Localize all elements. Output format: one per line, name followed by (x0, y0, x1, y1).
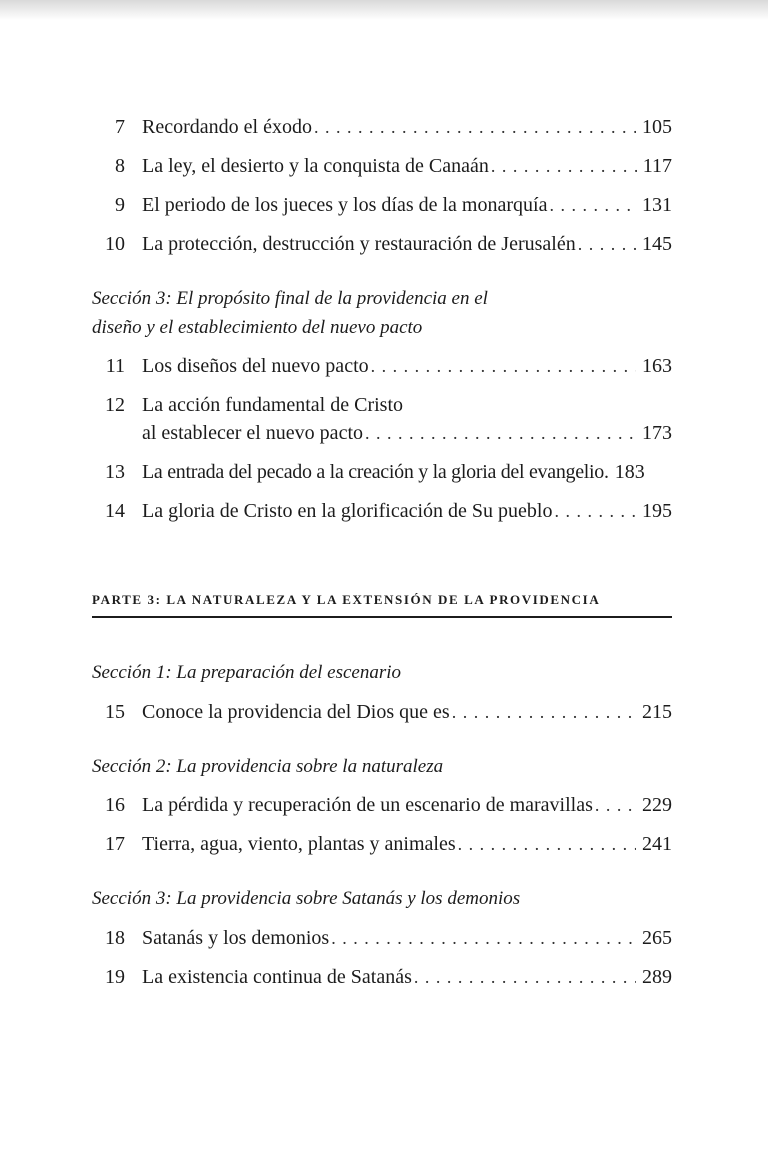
toc-entry[interactable] (92, 113, 672, 141)
toc-entry[interactable] (92, 352, 672, 380)
section-heading (92, 284, 672, 342)
chapter-number: 13 (105, 461, 125, 483)
chapter-number: 16 (105, 794, 125, 816)
toc-entry[interactable] (92, 963, 672, 991)
dot-leader (365, 419, 636, 447)
page-number: 173 (642, 422, 672, 444)
toc-entry[interactable] (92, 152, 672, 180)
toc-entry[interactable] (92, 230, 672, 258)
dot-leader (554, 497, 636, 525)
chapter-number: 9 (115, 194, 125, 216)
toc-entry[interactable] (92, 391, 672, 447)
dot-leader (331, 924, 636, 952)
chapter-title: La gloria de Cristo en la glorificación de Su pueblo (142, 500, 553, 522)
chapter-title: El periodo de los jueces y los días de la monarquía (142, 194, 548, 216)
chapter-number: 19 (105, 966, 125, 988)
chapter-number: 8 (115, 155, 125, 177)
page-number: 105 (642, 116, 672, 138)
dot-leader (578, 230, 636, 258)
page-number: 145 (642, 233, 672, 255)
part-heading: PARTE 3: LA NATURALEZA Y LA EXTENSIÓN DE LA PROVIDENCIA (92, 592, 672, 618)
toc-entry[interactable] (92, 191, 672, 219)
dot-leader (452, 698, 636, 726)
chapter-title: Tierra, agua, viento, plantas y animales (142, 833, 456, 855)
dot-leader (491, 152, 637, 180)
chapter-title: La protección, destrucción y restauración de Jerusalén (142, 233, 576, 255)
toc-entry[interactable] (92, 791, 672, 819)
page-number: 117 (642, 155, 672, 177)
chapter-title: al establecer el nuevo pacto (142, 422, 363, 444)
chapter-number: 14 (105, 500, 125, 522)
chapter-title-line1: La acción fundamental de Cristo (142, 394, 404, 416)
page-number: 215 (642, 701, 672, 723)
toc-entry[interactable] (92, 458, 672, 486)
chapter-number: 12 (105, 394, 125, 416)
dot-leader (458, 830, 636, 858)
page-number: 183 (614, 461, 645, 483)
dot-leader (549, 191, 636, 219)
section-heading-line: Sección 3: La providencia sobre Satanás y los demonios (92, 888, 521, 909)
page-number: 131 (642, 194, 672, 216)
dot-leader (414, 963, 636, 991)
toc-entry[interactable] (92, 698, 672, 726)
chapter-title: Los diseños del nuevo pacto (142, 355, 369, 377)
page-number: 289 (642, 966, 672, 988)
section-heading-line: Sección 3: El propósito final de la providencia en el (92, 288, 488, 309)
section-heading-line: Sección 1: La preparación del escenario (92, 662, 402, 683)
chapter-title: La ley, el desierto y la conquista de Canaán (142, 155, 489, 177)
dot-leader (595, 791, 636, 819)
page-number: 195 (642, 500, 672, 522)
chapter-number: 7 (115, 116, 125, 138)
chapter-number: 15 (105, 701, 125, 723)
page-number: 163 (642, 355, 672, 377)
chapter-title: La existencia continua de Satanás (142, 966, 412, 988)
chapter-title: Satanás y los demonios (142, 927, 330, 949)
chapter-number: 18 (105, 927, 125, 949)
chapter-number: 10 (105, 233, 125, 255)
section-heading (92, 884, 672, 913)
chapter-title: Conoce la providencia del Dios que es (142, 701, 450, 723)
chapter-number: 11 (105, 355, 125, 377)
chapter-title: Recordando el éxodo (142, 116, 312, 138)
section-heading (92, 752, 672, 781)
section-heading-line: diseño y el establecimiento del nuevo pacto (92, 317, 423, 338)
toc-entry[interactable] (92, 497, 672, 525)
dot-leader (314, 113, 636, 141)
page-number: 241 (642, 833, 672, 855)
dot-leader (371, 352, 636, 380)
page-number: 265 (642, 927, 672, 949)
toc-entry[interactable] (92, 924, 672, 952)
chapter-title: La entrada del pecado a la creación y la gloria del evangelio. (142, 461, 609, 483)
toc-entry[interactable] (92, 830, 672, 858)
page-number: 229 (642, 794, 672, 816)
chapter-number: 17 (105, 833, 125, 855)
section-heading-line: Sección 2: La providencia sobre la naturaleza (92, 756, 444, 777)
section-heading (92, 658, 672, 687)
chapter-title: La pérdida y recuperación de un escenario de maravillas (142, 794, 593, 816)
